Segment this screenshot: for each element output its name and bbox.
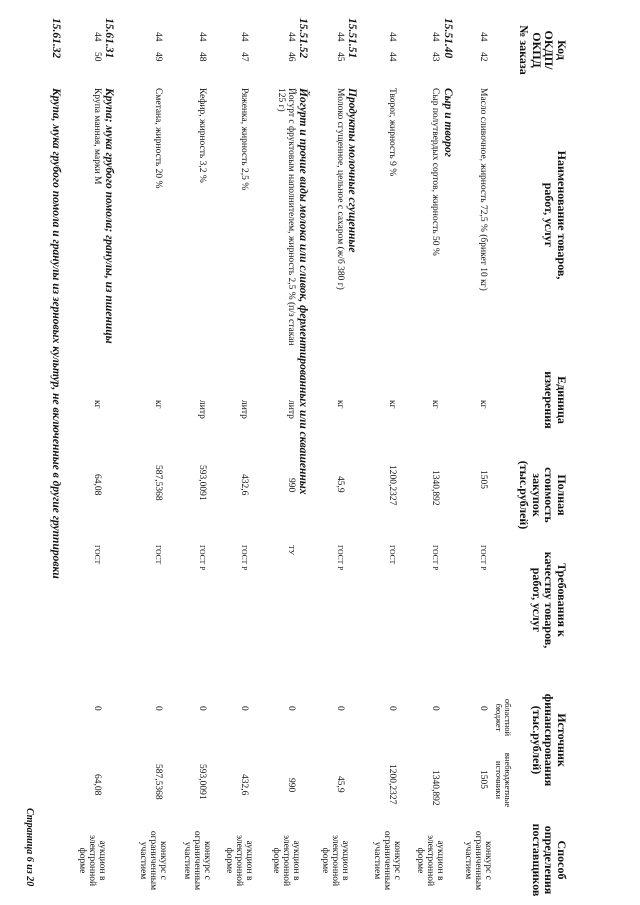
row-code: 44: [286, 32, 296, 42]
row-unit: кг: [387, 400, 397, 409]
row-cost: 1200,2327: [387, 465, 397, 506]
row-method: конкурс с ограниченным участием: [138, 830, 168, 891]
header-requirements: Требования к качеству товаров, работ, услуг: [529, 551, 569, 649]
row-cost: 1340,892: [430, 470, 440, 506]
header-source-regional: областной бюджет: [494, 698, 513, 737]
row-method: аукцион в электронной форме: [271, 834, 301, 887]
row-requirements: ГОСТ: [93, 545, 102, 565]
row-method: аукцион в электронной форме: [320, 834, 350, 887]
row-cost: 64,08: [92, 474, 102, 496]
row-name: Крупа манная, марки М: [92, 88, 102, 185]
row-order: 42: [478, 52, 488, 62]
row-order: 46: [286, 52, 296, 62]
group-title: Сыр и творог: [442, 88, 454, 157]
group-code: 15.51.52: [297, 18, 309, 59]
row-unit: литр: [286, 400, 296, 419]
row-regional: 0: [478, 706, 488, 711]
header-source: Источник финансирования (тыс.рублей): [529, 693, 569, 787]
row-unit: кг: [92, 400, 102, 409]
group-code: 15.51.51: [346, 18, 358, 59]
row-cost: 432,6: [239, 474, 249, 496]
row-regional: 0: [153, 706, 163, 711]
header-source-extra: внебюджетные источники: [494, 752, 513, 808]
row-requirements: ГОСТ: [388, 545, 397, 565]
row-unit: литр: [197, 400, 207, 419]
row-name: Сыр полутвердых сортов, жирность 50 %: [430, 88, 440, 256]
row-order: 50: [92, 52, 102, 62]
row-order: 45: [335, 52, 345, 62]
row-order: 49: [153, 52, 163, 62]
row-cost: 45,9: [335, 476, 345, 493]
row-requirements: ГОСТ: [154, 545, 163, 565]
row-unit: кг: [335, 400, 345, 409]
row-requirements: ГОСТ Р: [240, 545, 249, 571]
row-extra: 1340,892: [430, 770, 440, 806]
row-order: 44: [387, 52, 397, 62]
header-method: Способ определения поставщиков: [529, 823, 569, 897]
group-title: Крупа, мука грубого помола и гранулы из зерновых культур, не включенные в другие группировки: [50, 88, 62, 579]
row-code: 44: [239, 32, 249, 42]
row-unit: кг: [478, 400, 488, 409]
header-cost: Полная стоимость закупок (тыс.рублей): [517, 460, 569, 530]
row-method: аукцион в электронной форме: [77, 834, 107, 887]
row-requirements: ГОСТ Р: [431, 545, 440, 571]
row-unit: кг: [430, 400, 440, 409]
row-regional: 0: [335, 706, 345, 711]
row-code: 44: [430, 32, 440, 42]
row-name: Ряженка, жирность 2,5 %: [239, 88, 249, 191]
row-method: аукцион в электронной форме: [224, 834, 254, 887]
row-order: 47: [239, 52, 249, 62]
page-number: Страница 6 из 20: [24, 808, 35, 887]
row-unit: литр: [239, 400, 249, 419]
row-name: Молоко сгущенное, цельное с сахаром (ж/б 380 г): [335, 88, 345, 290]
row-regional: 0: [239, 706, 249, 711]
header-name: Наименование товаров, работ, услуг: [542, 150, 569, 280]
row-cost: 1505: [478, 470, 488, 489]
row-requirements: ТУ: [287, 545, 296, 555]
group-code: 15.61.31: [103, 18, 115, 59]
row-code: 44: [478, 32, 488, 42]
row-code: 44: [197, 32, 207, 42]
row-regional: 0: [286, 706, 296, 711]
row-extra: 432,6: [239, 774, 249, 796]
row-extra: 593,0091: [197, 764, 207, 800]
row-name: Йогурт с фруктовым наполнителем, жирность 2,5 % (п/з стакан 125 г): [276, 88, 296, 346]
row-order: 48: [197, 52, 207, 62]
group-title: Продукты молочные сгущенные: [346, 88, 358, 253]
row-name: Творог, жирность 9 %: [387, 88, 397, 177]
group-title: Крупа; мука грубого помола; гранулы, из пшеницы: [103, 88, 115, 344]
row-extra: 990: [286, 778, 296, 793]
row-cost: 587,5368: [153, 465, 163, 501]
row-method: конкурс с ограниченным участием: [463, 830, 493, 891]
row-extra: 64,08: [92, 774, 102, 796]
row-extra: 1505: [478, 770, 488, 789]
row-regional: 0: [92, 706, 102, 711]
row-code: 44: [387, 32, 397, 42]
row-method: конкурс с ограниченным участием: [372, 830, 402, 891]
row-unit: кг: [153, 400, 163, 409]
row-extra: 1200,2327: [387, 764, 397, 805]
row-extra: 587,5368: [153, 764, 163, 800]
header-code: Код ОКДП/ ОКПД № заказа: [517, 25, 569, 75]
group-code: 15.61.32: [50, 18, 62, 59]
row-name: Кефир, жирность 3,2 %: [197, 88, 207, 183]
header-unit: Единица измерения: [542, 371, 569, 429]
row-requirements: ГОСТ Р: [336, 545, 345, 571]
row-requirements: ГОСТ Р: [479, 545, 488, 571]
row-cost: 593,0091: [197, 465, 207, 501]
row-name: Масло сливочное, жирность 72,5 % (брикет 10 кг): [478, 88, 488, 291]
row-regional: 0: [387, 706, 397, 711]
row-order: 43: [430, 52, 440, 62]
row-code: 44: [153, 32, 163, 42]
row-requirements: ГОСТ Р: [198, 545, 207, 571]
row-method: аукцион в электронной форме: [415, 834, 445, 887]
group-code: 15.51.40: [442, 18, 454, 59]
group-title: Йогурт и прочие виды молока или сливок, ферментированных или сквашенных: [297, 88, 309, 495]
row-code: 44: [335, 32, 345, 42]
row-method: конкурс с ограниченным участием: [182, 830, 212, 891]
row-regional: 0: [430, 706, 440, 711]
row-code: 44: [92, 32, 102, 42]
row-cost: 990: [286, 478, 296, 493]
row-name: Сметана, жирность 20 %: [153, 88, 163, 189]
row-extra: 45,9: [335, 776, 345, 793]
row-regional: 0: [197, 706, 207, 711]
